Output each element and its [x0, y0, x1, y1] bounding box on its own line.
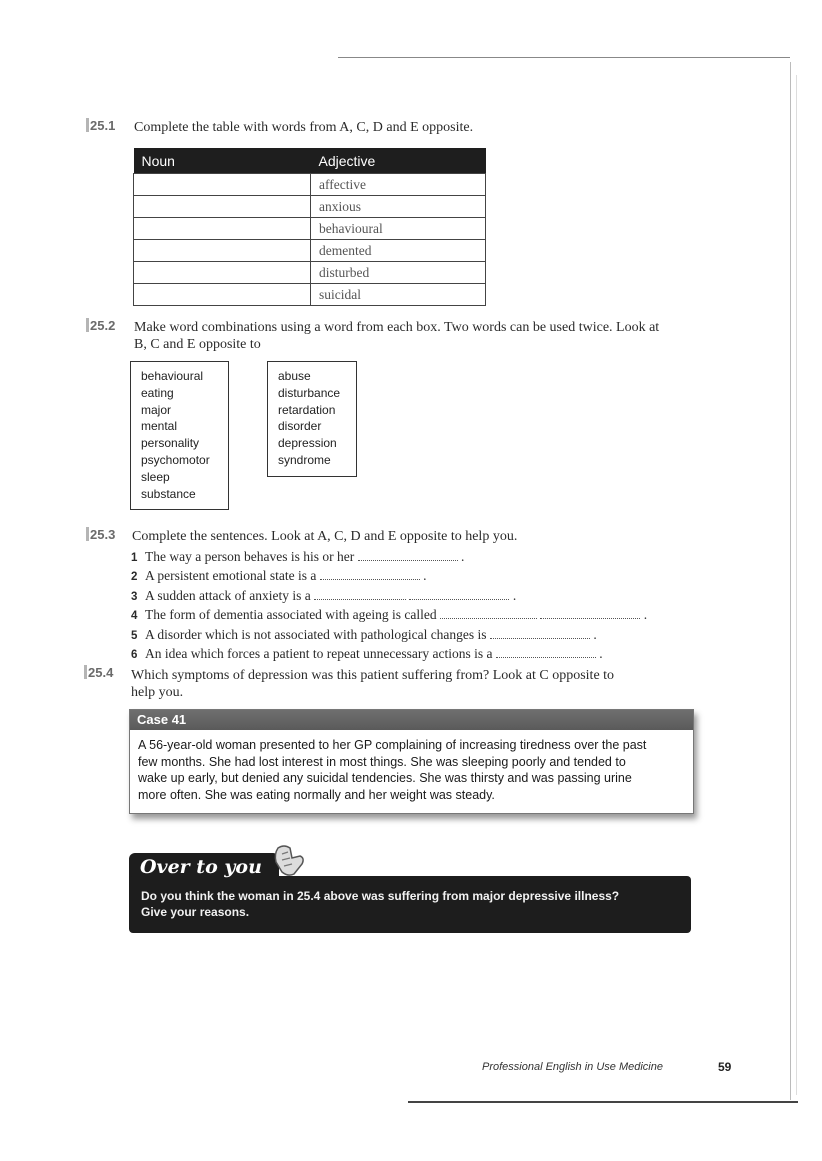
adjective-cell: behavioural: [311, 218, 486, 240]
word-item[interactable]: mental: [141, 419, 178, 434]
bottom-rule: [408, 1101, 798, 1103]
exercise-25-1-instruction: Complete the table with words from A, C, D and E opposite.: [134, 120, 474, 135]
exercise-25-3-instruction: Complete the sentences. Look at A, C, D and E opposite to help you.: [132, 529, 518, 544]
word-item[interactable]: behavioural: [141, 369, 204, 383]
noun-cell[interactable]: [134, 240, 311, 262]
word-item[interactable]: retardation: [278, 402, 336, 417]
table-row: [134, 218, 486, 240]
sentence-text: An idea which forces a patient to repeat unnecessary actions is a: [145, 646, 493, 662]
sentence-item: 1 The way a person behaves is his or her .: [131, 548, 647, 567]
sentence-number: 3: [131, 590, 138, 603]
answer-blank[interactable]: [358, 551, 458, 561]
case-line: wake up early, but denied any suicidal tendencies. She was thirsty and was passing urine: [138, 771, 632, 786]
adjective-cell: anxious: [311, 196, 486, 218]
answer-blank[interactable]: [496, 648, 596, 658]
top-rule: [338, 57, 790, 58]
sentence-number: 4: [131, 610, 138, 623]
exercise-25-3-number: 25.3: [86, 527, 115, 542]
case-line: few months. She had lost interest in most things. She was sleeping poorly and tended to: [138, 754, 626, 769]
adjective-cell: demented: [311, 240, 486, 262]
word-item[interactable]: abuse: [278, 369, 311, 383]
case-text: [130, 730, 693, 803]
instruction-line: Make word combinations using a word from each box. Two words can be used twice. Look at: [134, 320, 660, 335]
case-line: A 56-year-old woman presented to her GP complaining of increasing tiredness over the past: [138, 738, 647, 752]
word-item[interactable]: major: [141, 402, 172, 417]
sentence-number: 5: [131, 629, 138, 642]
adjective-cell: suicidal: [311, 284, 486, 306]
answer-blank[interactable]: [490, 629, 590, 639]
word-item[interactable]: psychomotor: [141, 452, 210, 467]
sentence-item: 2 A persistent emotional state is a .: [131, 567, 647, 586]
sentence-list: [131, 548, 647, 664]
sentence-item: 4 The form of dementia associated with ageing is called .: [131, 606, 647, 625]
instruction-line: Which symptoms of depression was this patient suffering from? Look at C opposite to: [131, 668, 615, 683]
sentence-number: 2: [131, 571, 138, 584]
over-to-you-text: [141, 888, 681, 920]
adjective-header: Adjective: [311, 148, 486, 174]
noun-cell[interactable]: [134, 218, 311, 240]
over-to-you-title: Over to you: [140, 856, 262, 878]
word-item[interactable]: syndrome: [278, 452, 331, 467]
table-row: [134, 284, 486, 306]
right-margin-shadow: [796, 75, 797, 1095]
case-study-box: [129, 709, 694, 814]
answer-blank[interactable]: [409, 590, 509, 600]
case-line: more often. She was eating normally and her weight was steady.: [138, 787, 495, 802]
case-title: Case 41: [130, 710, 693, 730]
table-row: [134, 262, 486, 284]
noun-adjective-table: [133, 148, 486, 306]
table-row: [134, 174, 486, 196]
right-margin-rule: [790, 62, 791, 1100]
noun-cell[interactable]: [134, 284, 311, 306]
word-item[interactable]: sleep: [141, 469, 170, 484]
sentence-item: 3 A sudden attack of anxiety is a .: [131, 587, 647, 606]
answer-blank[interactable]: [440, 609, 537, 619]
answer-blank[interactable]: [540, 609, 640, 619]
noun-cell[interactable]: [134, 174, 311, 196]
over-line: Do you think the woman in 25.4 above was suffering from major depressive illness?: [141, 889, 620, 903]
exercise-25-4-number: 25.4: [84, 665, 113, 680]
word-box-first: [130, 361, 229, 510]
pointing-hand-icon: [270, 842, 310, 878]
page-number: 59: [718, 1060, 732, 1074]
noun-cell[interactable]: [134, 262, 311, 284]
noun-cell[interactable]: [134, 196, 311, 218]
instruction-line: help you.: [131, 685, 184, 700]
sentence-number: 6: [131, 649, 138, 662]
over-line: Give your reasons.: [141, 905, 250, 919]
table-row: [134, 196, 486, 218]
instruction-line: B, C and E opposite to: [134, 337, 261, 352]
exercise-25-4-instruction: [131, 667, 614, 701]
noun-header: Noun: [134, 148, 311, 174]
word-item[interactable]: personality: [141, 436, 200, 451]
sentence-item: 6 An idea which forces a patient to repeat unnecessary actions is a .: [131, 645, 647, 664]
sentence-text: A sudden attack of anxiety is a: [145, 587, 311, 603]
word-item[interactable]: substance: [141, 486, 196, 501]
word-item[interactable]: depression: [278, 436, 337, 451]
exercise-25-2-number: 25.2: [86, 318, 115, 333]
exercise-25-2-instruction: [134, 319, 659, 353]
answer-blank[interactable]: [320, 570, 420, 580]
adjective-cell: affective: [311, 174, 486, 196]
table-row: [134, 240, 486, 262]
book-title: Professional English in Use Medicine: [482, 1061, 663, 1073]
sentence-item: 5 A disorder which is not associated with pathological changes is .: [131, 626, 647, 645]
adjective-cell: disturbed: [311, 262, 486, 284]
sentence-text: A persistent emotional state is a: [145, 568, 317, 584]
word-item[interactable]: eating: [141, 385, 174, 400]
word-item[interactable]: disturbance: [278, 385, 341, 400]
word-box-second: [267, 361, 357, 477]
sentence-text: A disorder which is not associated with pathological changes is: [145, 626, 487, 642]
exercise-25-1-number: 25.1: [86, 118, 115, 133]
sentence-number: 1: [131, 552, 138, 564]
sentence-text: The way a person behaves is his or her: [145, 549, 355, 564]
sentence-text: The form of dementia associated with ageing is called: [145, 607, 437, 623]
word-item[interactable]: disorder: [278, 419, 322, 434]
answer-blank[interactable]: [314, 590, 406, 600]
